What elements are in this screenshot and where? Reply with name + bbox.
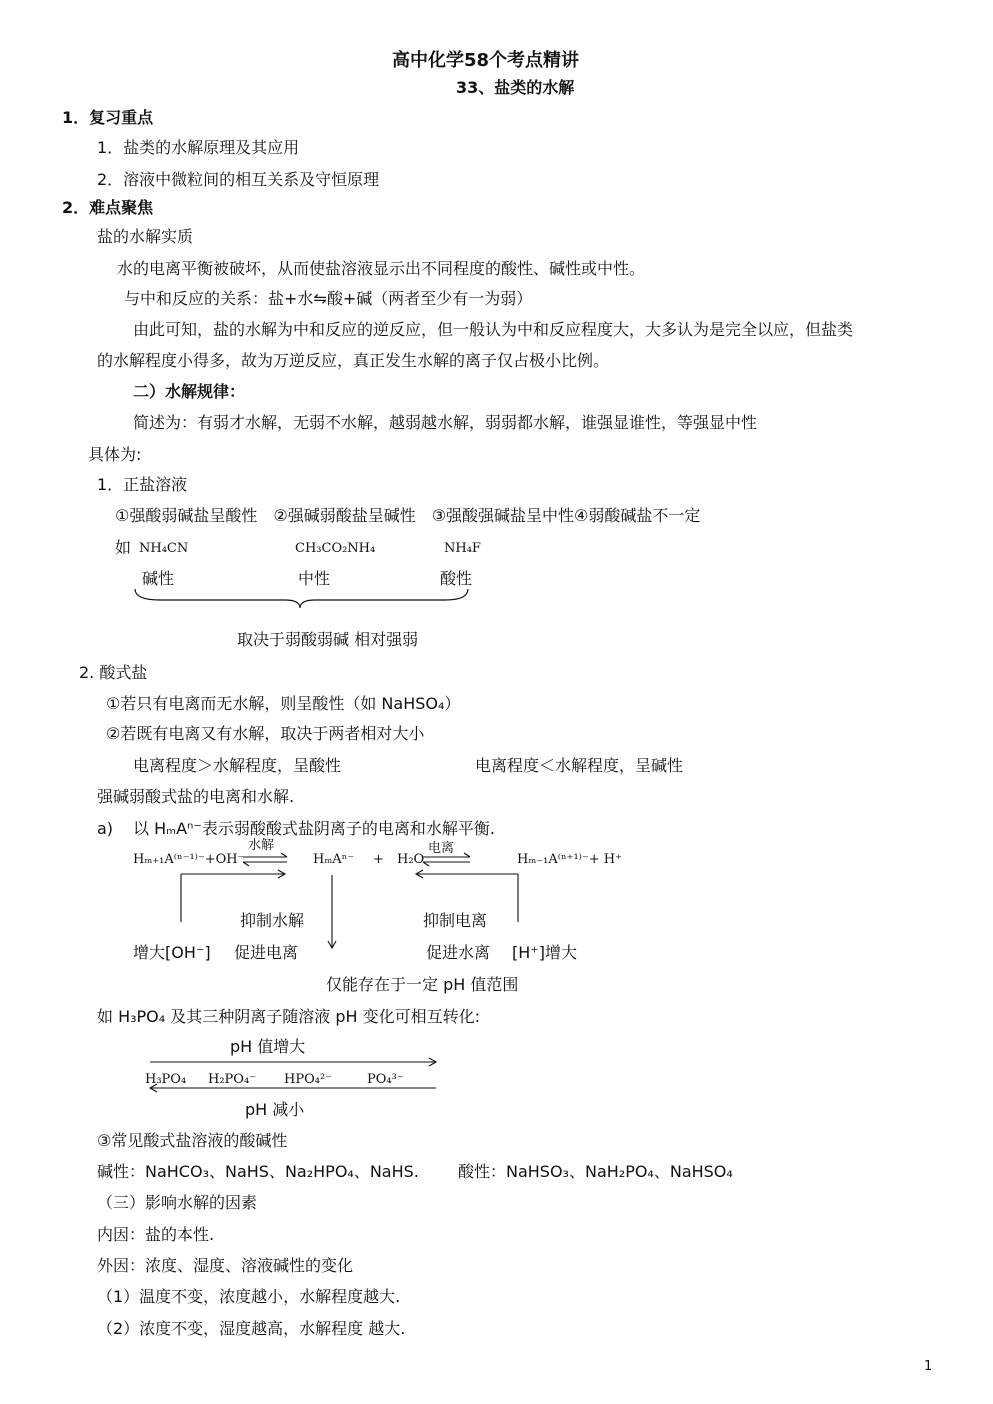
paragraph-line1: 由此可知，盐的水解为中和反应的逆反应，但一般认为中和反应程度大，大多认为是完全以应，但盐类 [133,320,854,339]
compare-right: 电离程度＜水解程度，呈碱性 [475,756,684,775]
section1-item2: 2．溶液中微粒间的相互关系及守恒原理 [97,170,380,189]
page-number: 1 [924,1359,933,1374]
left-feedback-arrow [181,870,285,922]
external-factor: 外因：浓度、湿度、溶液碱性的变化 [97,1256,354,1275]
rules-heading: 二）水解规律： [133,382,246,401]
essence-text: 水的电离平衡被破坏，从而使盐溶液显示出不同程度的酸性、碱性或中性。 [117,259,646,278]
species-h3po4: H₃PO₄ [145,1072,187,1087]
relation-text: 与中和反应的关系：盐+水⇋酸+碱（两者至少有一为弱） [124,289,533,308]
compare-left: 电离程度＞水解程度，呈酸性 [133,756,342,775]
acid-salt-heading: 2. 酸式盐 [79,663,148,682]
factors-heading: （三）影响水解的因素 [97,1193,258,1212]
inhibit-hydrolysis: 抑制水解 [240,911,305,930]
acidic-salts-list: 酸性：NaHSO₃、NaH₂PO₄、NaHSO₄ [458,1162,733,1181]
a-text: 以 HₘAⁿ⁻表示弱酸酸式盐阴离子的电离和水解平衡. [133,819,495,838]
specific-label: 具体为: [88,445,142,464]
basic-salts-list: 碱性：NaHCO₃、NaHS、Na₂HPO₄、NaHS. [97,1162,419,1181]
example1-property: 碱性 [142,569,175,588]
eq-middle-species: HₘAⁿ⁻ [313,852,355,867]
acid-salt-case1: ①若只有电离而无水解，则呈酸性（如 NaHSO₄） [106,694,461,713]
ionization-equilibrium-arrow [423,853,470,866]
inhibit-ionization: 抑制电离 [423,911,488,930]
center-down-arrow [328,875,336,948]
internal-factor: 内因：盐的本性. [97,1225,215,1244]
ph-increase-arrow [150,1058,436,1066]
eq-left-species: Hₘ₊₁A⁽ⁿ⁻¹⁾⁻+OH⁻ [133,852,245,867]
eq-hydrolysis-label: 水解 [248,838,275,853]
species-po4: PO₄³⁻ [367,1072,404,1087]
eq-water: H₂O [397,852,425,867]
example3-formula: NH₄F [444,541,481,556]
normal-salt-heading: 1．正盐溶液 [97,475,188,494]
example1-formula: NH₄CN [139,541,189,556]
essence-title: 盐的水解实质 [97,227,194,246]
hydrolysis-equilibrium-arrow [243,853,287,866]
a-label: a) [97,819,114,838]
promote-water: 促进水离 [426,943,491,962]
page-subtitle: 33、盐类的水解 [456,78,575,97]
promote-ionization: 促进电离 [234,943,299,962]
right-feedback-arrow [416,870,518,922]
h3po4-intro: 如 H₃PO₄ 及其三种阴离子随溶液 pH 变化可相互转化: [97,1007,481,1026]
factor-1: （1）温度不变，浓度越小，水解程度越大. [97,1287,401,1306]
ph-increase-label: pH 值增大 [230,1037,306,1056]
example3-property: 酸性 [440,569,473,588]
species-h2po4: H₂PO₄⁻ [208,1072,257,1087]
eq-right-species: Hₘ₋₁A⁽ⁿ⁺¹⁾⁻+ H⁺ [517,852,622,867]
increase-h: [H⁺]增大 [512,943,577,962]
example2-property: 中性 [298,569,331,588]
acid-salt-case2: ②若既有电离又有水解，取决于两者相对大小 [106,724,425,743]
section1-item1: 1．盐类的水解原理及其应用 [97,138,300,157]
section1-heading: 1．复习重点 [62,108,154,127]
depends-text: 取决于弱酸弱碱 相对强弱 [237,630,419,649]
example-prefix: 如 [115,538,132,557]
ph-decrease-label: pH 减小 [245,1100,305,1119]
example2-formula: CH₃CO₂NH₄ [295,541,376,556]
section2-heading: 2．难点聚焦 [62,198,154,217]
curly-brace [135,589,468,608]
common-acid-salts: ③常见酸式盐溶液的酸碱性 [97,1131,288,1150]
rules-summary: 简述为：有弱才水解，无弱不水解，越弱越水解，弱弱都水解，谁强显谁性，等强显中性 [133,413,758,432]
strong-base-heading: 强碱弱酸式盐的电离和水解. [97,787,295,806]
species-hpo4: HPO₄²⁻ [284,1072,333,1087]
normal-salt-rules: ①强酸弱碱盐呈酸性 ②强碱弱酸盐呈碱性 ③强酸强碱盐呈中性④弱酸碱盐不一定 [115,506,701,525]
ph-decrease-arrow [150,1084,436,1092]
factor-2: （2）浓度不变，湿度越高，水解程度 越大. [97,1319,406,1338]
page-title: 高中化学58个考点精讲 [392,50,580,71]
eq-ionization-label: 电离 [428,841,455,856]
increase-oh: 增大[OH⁻] [133,943,211,962]
paragraph-line2: 的水解程度小得多，故为万逆反应，真正发生水解的离子仅占极小比例。 [97,351,610,370]
eq-plus: + [373,852,384,867]
ph-range-text: 仅能存在于一定 pH 值范围 [326,975,519,994]
